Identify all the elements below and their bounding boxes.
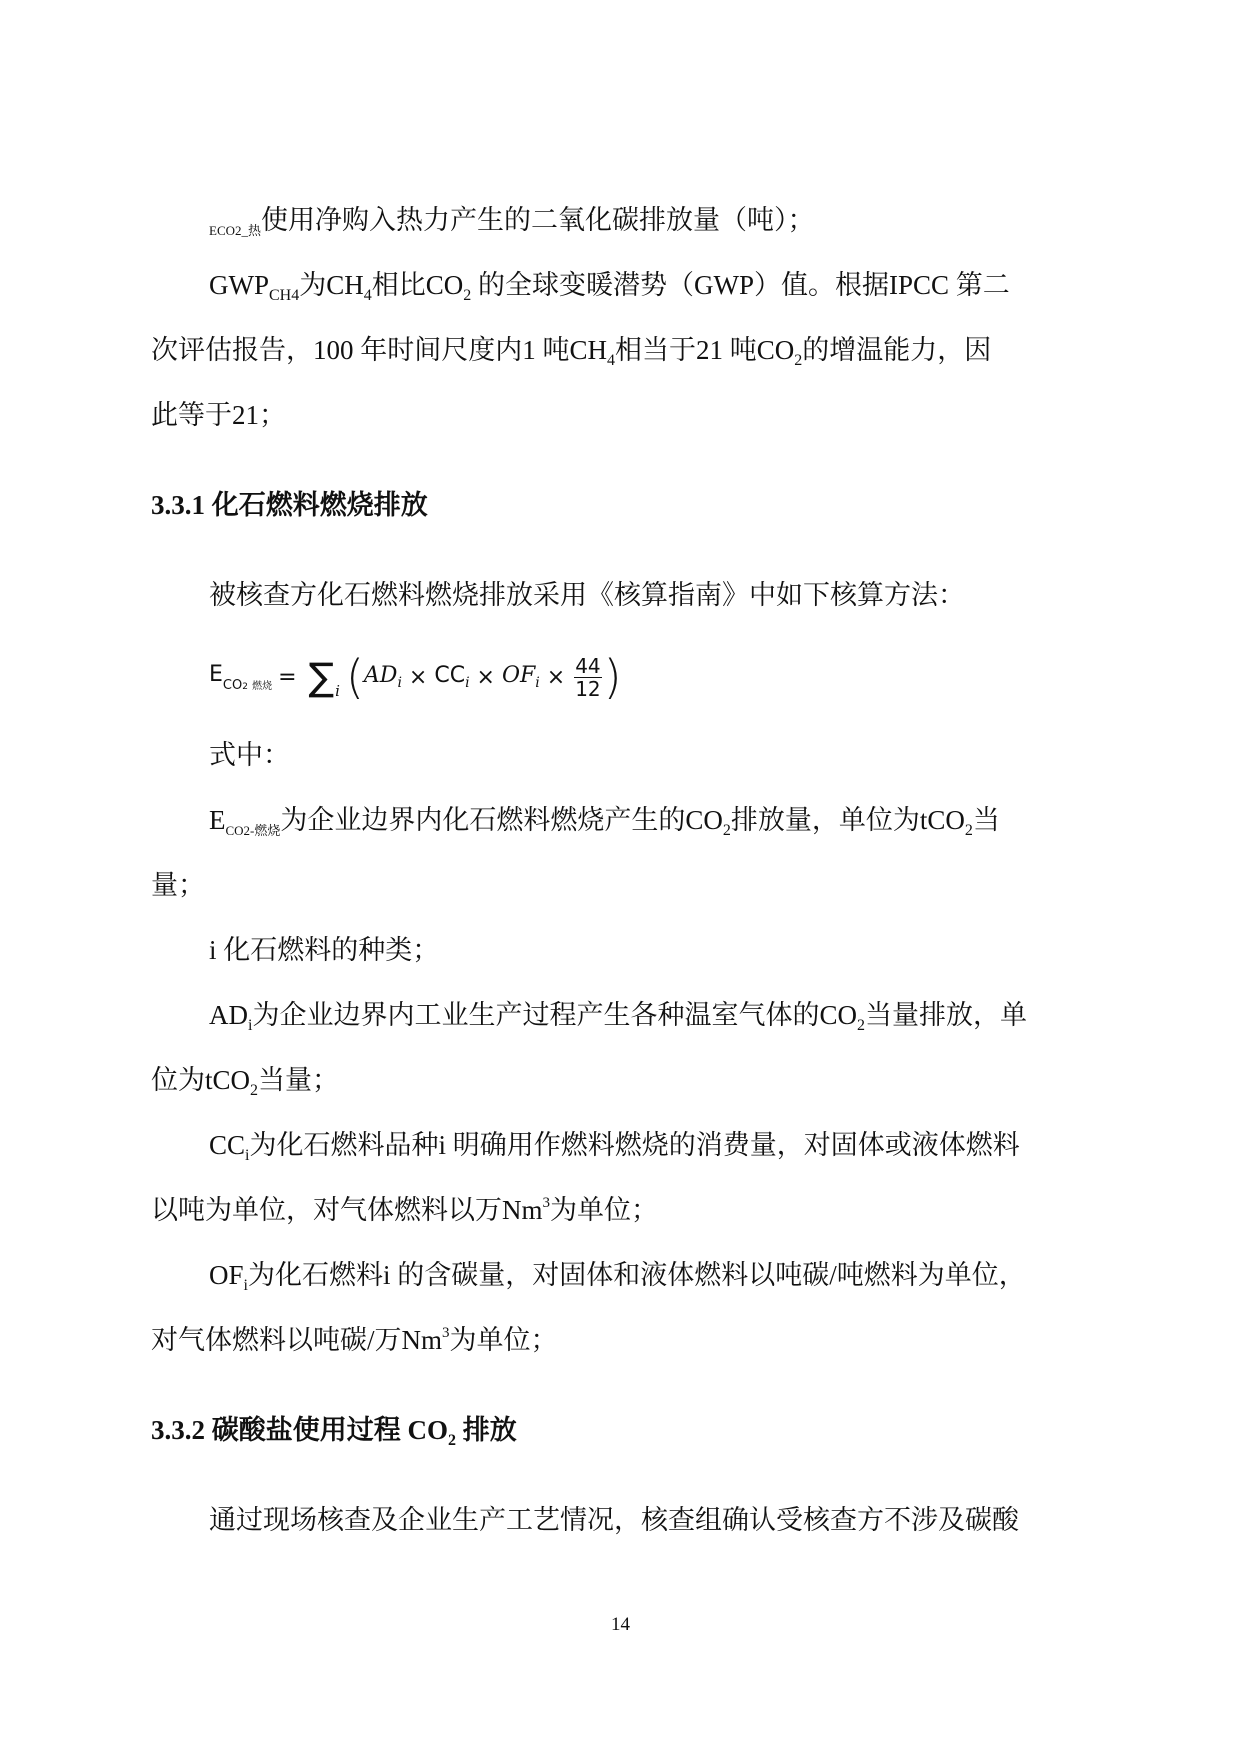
definition-of: $OF_i$为化石燃料i 的含碳量，对固体和液体燃料以吨碳/吨燃料为单位， xyxy=(209,1260,1026,1294)
formula-cc: $CC_i$ xyxy=(434,663,470,691)
definition-gwp-ch4-cont: 次评估报告，100 年时间尺度内1 吨$CH_4$相当于21 吨$CO_2$的增温能力，因 xyxy=(151,335,992,369)
section-heading-3-3-1: 3.3.1 化石燃料燃烧排放 xyxy=(151,490,428,520)
definition-eco2-combustion: $E_{CO2-燃烧}$为企业边界内化石燃料燃烧产生的$CO_2$排放量，单位为tCO$_2$当 xyxy=(209,805,1000,839)
definition-of-cont: 对气体燃料以吨碳/万Nm$^3$为单位； xyxy=(151,1325,558,1355)
eco2-heat-symbol: ECO2_热 xyxy=(209,223,262,238)
definition-eco2-combustion-cont: 量； xyxy=(151,870,205,900)
open-paren: ( xyxy=(345,650,364,704)
emission-formula: $E_{CO2 燃烧}$ = ∑ i ( $AD_i$ × $CC_i$ × $OF_i$ × $\frac{44}{12}$ ) xyxy=(209,650,622,704)
definition-cc: $CC_i$为化石燃料品种i 明确用作燃料燃烧的消费量，对固体或液体燃料 xyxy=(209,1130,1020,1164)
close-paren: ) xyxy=(603,650,622,704)
formula-ad: $AD_i$ xyxy=(363,663,402,691)
page-number: 14 xyxy=(611,1614,630,1635)
sum-symbol: ∑ xyxy=(308,655,335,699)
definition-gwp-ch4-end: 此等于21； xyxy=(151,400,286,430)
definition-ad: $AD_i$为企业边界内工业生产过程产生各种温室气体的$CO_2$当量排放，单 xyxy=(209,1000,1027,1034)
definition-cc-cont: 以吨为单位，对气体燃料以万Nm$^3$为单位； xyxy=(151,1195,658,1225)
formula-of: $OF_i$ xyxy=(501,663,540,691)
carbonate-paragraph: 通过现场核查及企业生产工艺情况，核查组确认受核查方不涉及碳酸 xyxy=(209,1505,1019,1535)
method-intro: 被核查方化石燃料燃烧排放采用《核算指南》中如下核算方法： xyxy=(209,580,965,610)
where-label: 式中： xyxy=(209,740,290,770)
sum-index: i xyxy=(335,682,340,700)
fraction-44-12: $\frac{44}{12}$ xyxy=(575,653,601,701)
definition-gwp-ch4: $GWP_{CH4}$为$CH_4$相比$CO_2$ 的全球变暖潜势（GWP）值。根据IPCC 第二 xyxy=(209,270,1010,304)
definition-ad-cont: 位为tCO$_2$当量； xyxy=(151,1065,340,1099)
definition-eco2-heat: $_{ECO2\_热}$使用净购入热力产生的二氧化碳排放量（吨）； xyxy=(209,205,815,238)
definition-i: i 化石燃料的种类； xyxy=(209,935,440,965)
formula-lhs: $E_{CO2 燃烧}$ xyxy=(209,661,273,693)
section-heading-3-3-2: 3.3.2 碳酸盐使用过程 $CO_2$ 排放 xyxy=(151,1415,517,1449)
formula-equals: = xyxy=(278,664,297,690)
